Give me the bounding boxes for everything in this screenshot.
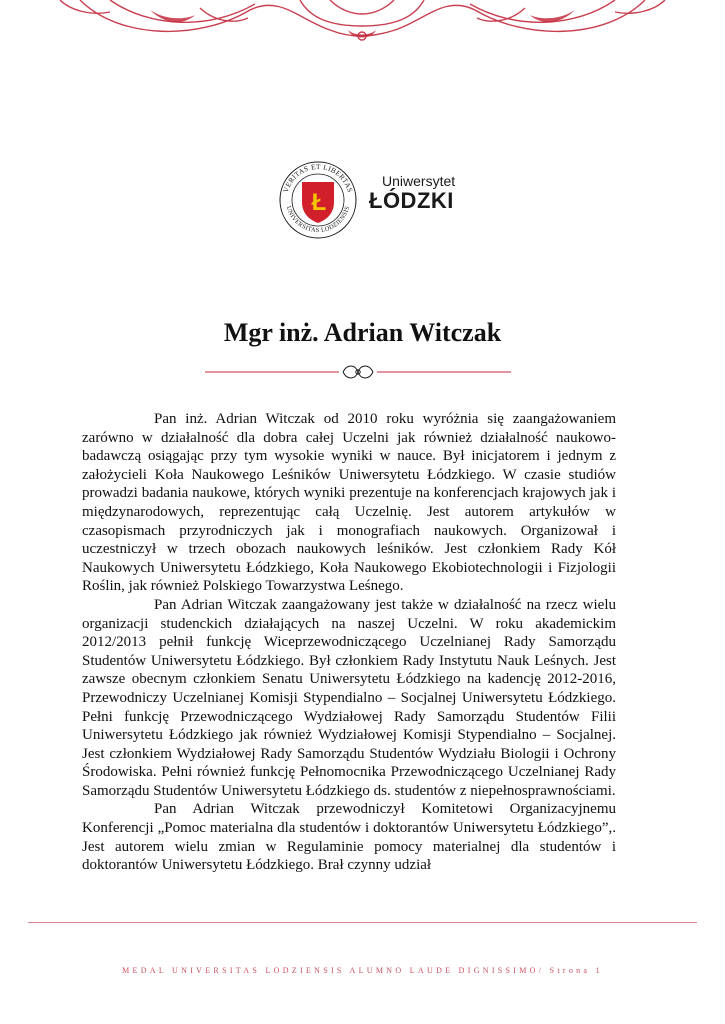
page-title: Mgr inż. Adrian Witczak (223, 318, 502, 347)
seal-letter: Ł (311, 189, 327, 216)
paragraph: Pan Adrian Witczak przewodniczył Komitetowi Organizacyjnemu Konferencji „Pomoc materialna dla studentów i doktorantów Uniwersytetu Łódzkiego”,. Jest autorem wielu zmian w Regulaminie pomocy materialnej dla studentów i doktorantów Uniwersytetu Łódzkiego. Brał czynny udział (82, 801, 616, 874)
ornamental-divider (205, 362, 511, 382)
decorative-header-ornament (0, 0, 725, 48)
footer-divider (28, 922, 697, 923)
footer-text: MEDAL UNIVERSITAS LODZIENSIS ALUMNO LAUDE DIGNISSIMO/ Strona 1 (122, 966, 603, 975)
paragraph: Pan inż. Adrian Witczak od 2010 roku wyróżnia się zaangażowaniem zarówno w działalność dla dobra całej Uczelni jak również działalność naukowo-badawczą osiągając przy tym wysokie wyniki w nauce. Był inicjatorem i jednym z założycieli Koła Naukowego Leśników Uniwersytetu Łódzkiego. W czasie studiów prowadzi badania naukowe, których wyniki prezentuje na konferencjach krajowych jak i międzynarodowych, reprezentując całą Uczelnię. Jest autorem artykułów w czasopismach przyrodniczych jak i monografiach naukowych. Organizował i uczestniczył w trzech obozach naukowych leśników. Jest członkiem Rady Kół Naukowych Uniwersytetu Łódzkiego, Koła Naukowego Ekobiotechnologii i Fizjologii Roślin, jak również Polskiego Towarzystwa Leśnego. (82, 411, 616, 595)
wordmark-lodzki: ŁÓDZKI (369, 188, 454, 213)
wordmark-uniwersytet: Uniwersytet (382, 173, 456, 189)
paragraph: Pan Adrian Witczak zaangażowany jest także w działalność na rzecz wielu organizacji studenckich działających na naszej Uczelni. W roku akademickim 2012/2013 pełnił funkcję Wiceprzewodniczącego Uczelnianej Rady Samorządu Studentów Uniwersytetu Łódzkiego. Był członkiem Rady Instytutu Nauk Leśnych. Jest zawsze obecnym członkiem Senatu Uniwersytetu Łódzkiego na kadencję 2012-2016, Przewodniczy Uczelnianej Komisji Stypendialno – Socjalnej Uniwersytetu Łódzkiego. Pełni funkcję Przewodniczącego Wydziałowej Rady Samorządu Studentów Filii Uniwersytetu Łódzkiego jak również Wydziałowej Komisji Stypendialno – Socjalnej. Jest członkiem Wydziałowej Rady Samorządu Studentów Wydziału Biologii i Ochrony Środowiska. Pełni również funkcję Pełnomocnika Przewodniczącego Uczelnianej Rady Samorządu Studentów Uniwersytetu Łódzkiego ds. studentów z niepełnosprawnościami. (82, 596, 616, 799)
seal-bottom-text: UNIVERSITAS LODZIENSIS (284, 205, 352, 235)
body-text (82, 410, 616, 875)
seal-top-text: VERITAS ET LIBERTAS (281, 162, 355, 194)
university-logo (278, 160, 468, 250)
university-seal-icon (278, 160, 358, 240)
